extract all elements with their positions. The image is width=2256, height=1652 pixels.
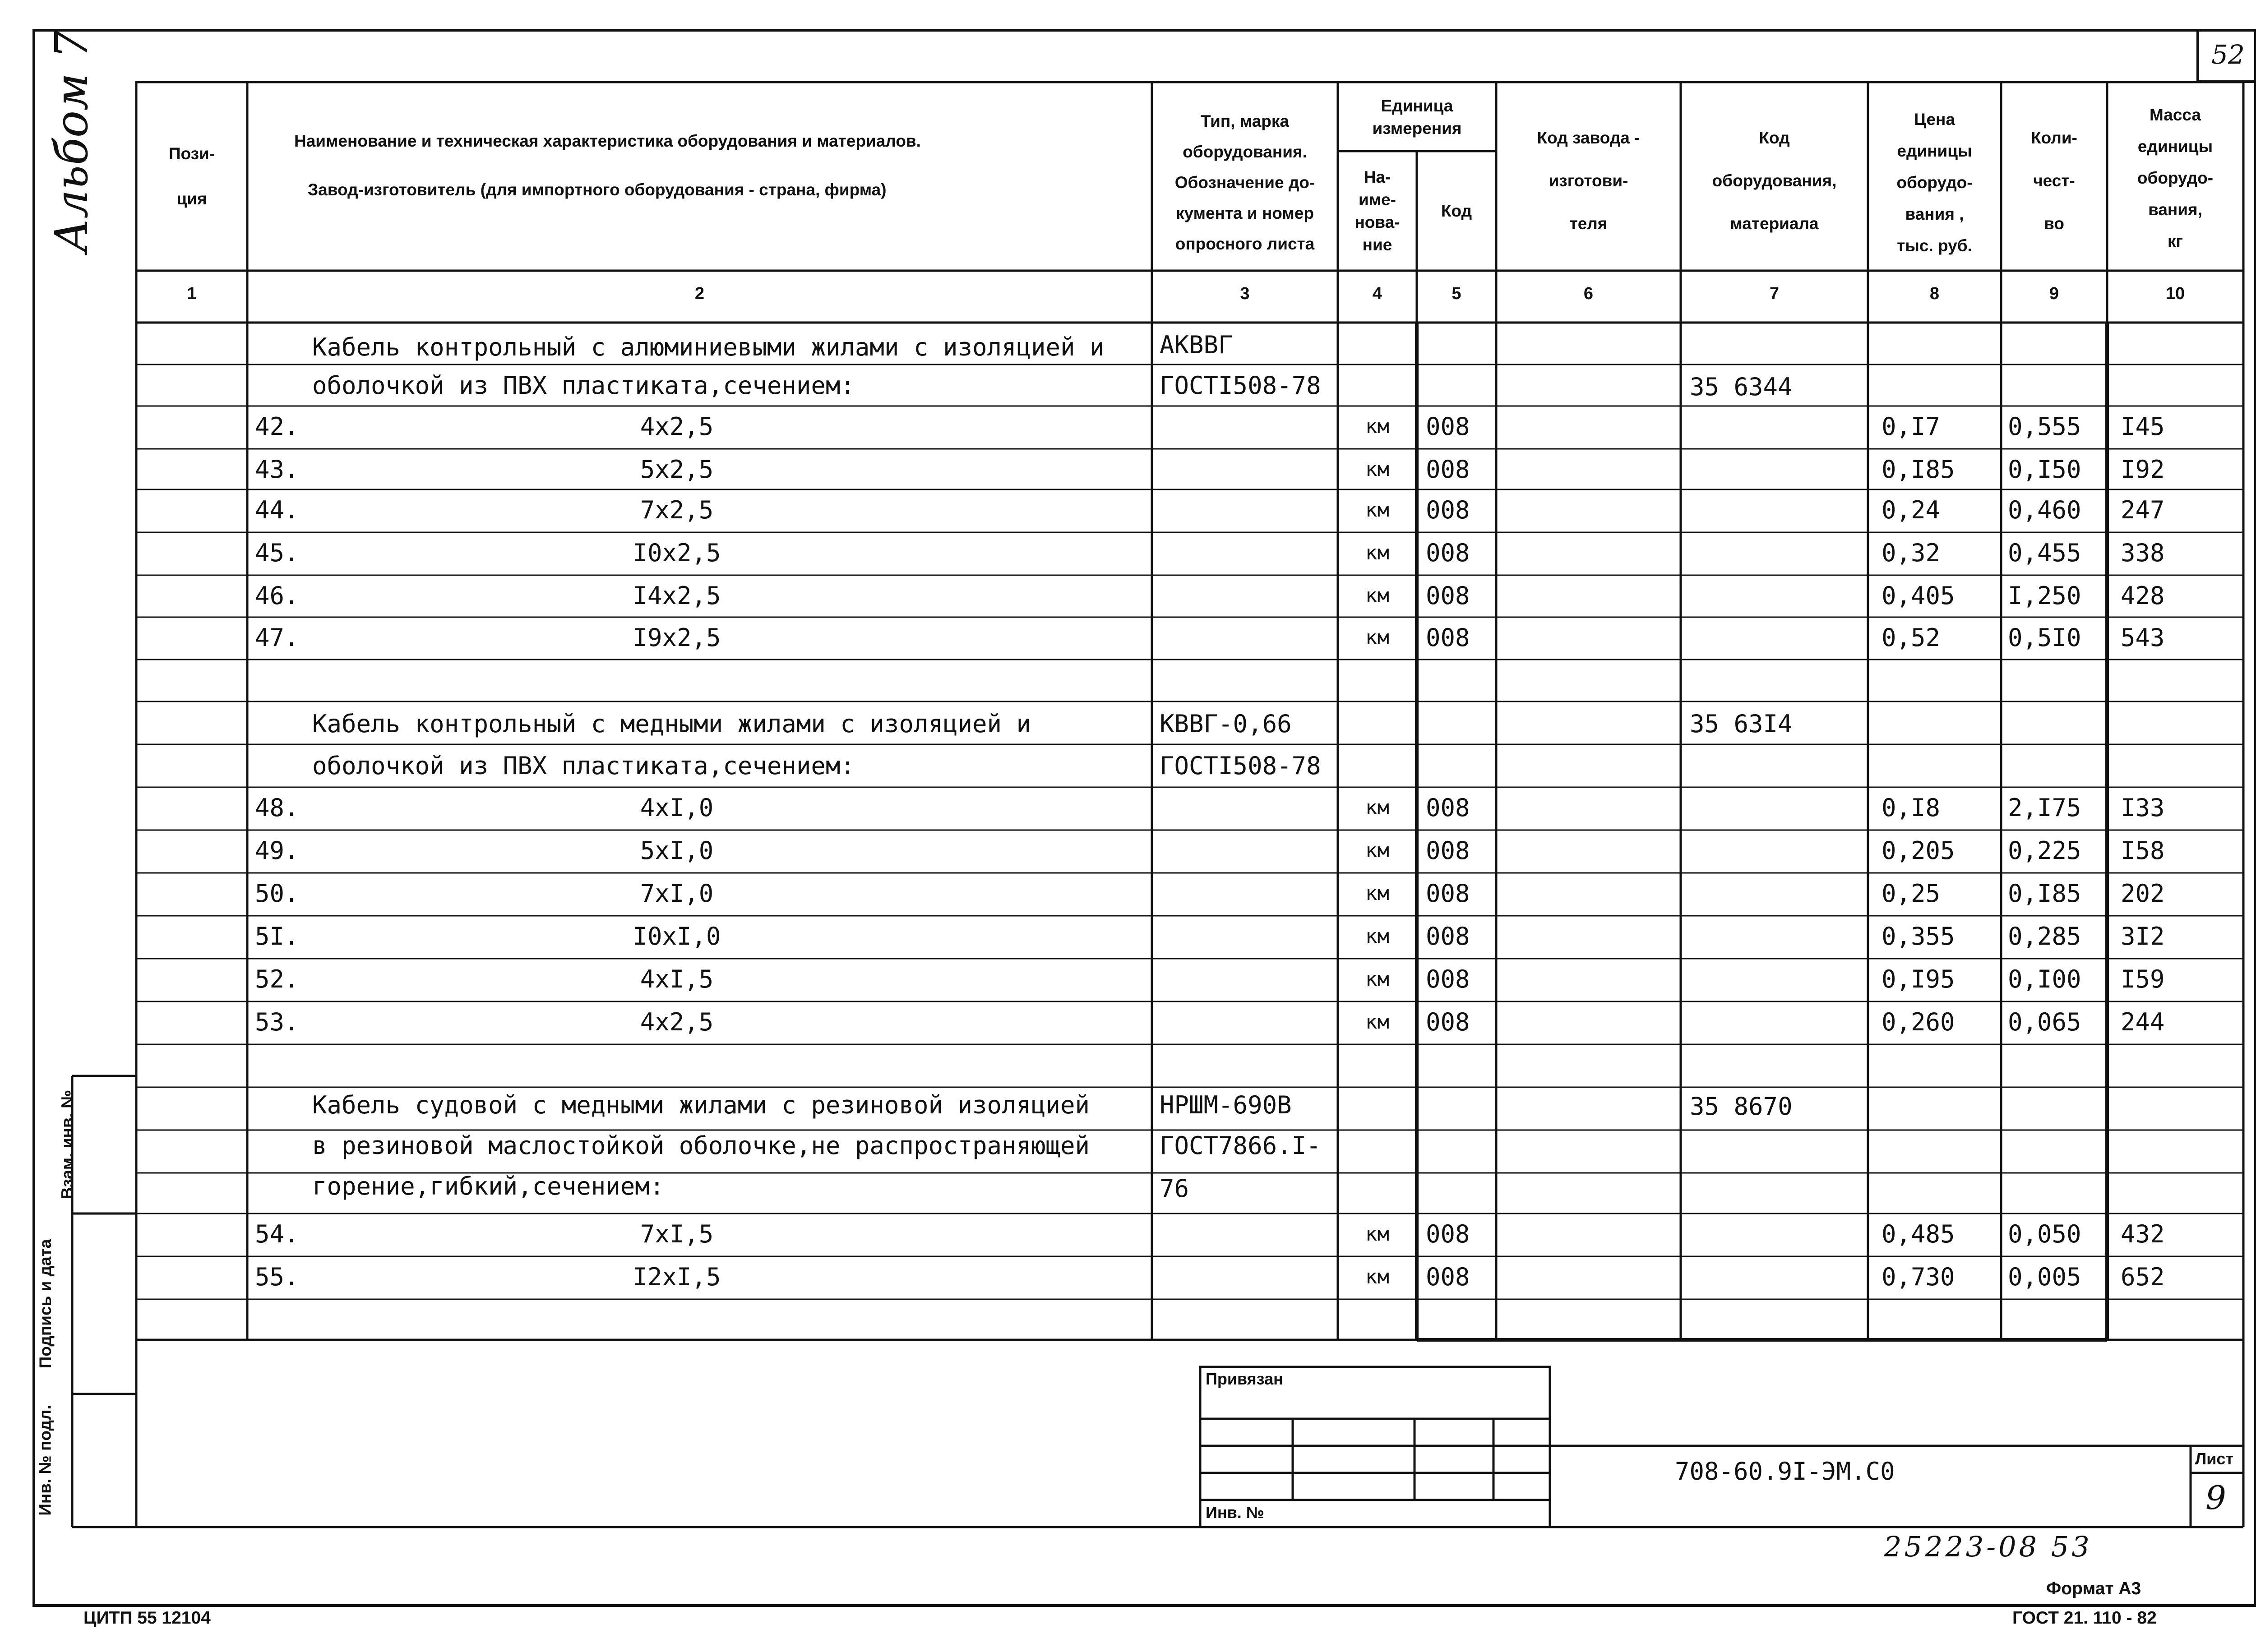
cell-unit: км [1365, 458, 1389, 481]
group-description-line: Кабель контрольный с медными жилами с изоляцией и [312, 710, 1031, 738]
header-col6-line: изготови- [1549, 171, 1628, 190]
group-material-code: 35 8670 [1690, 1092, 1793, 1121]
group-type-line: КВВГ-0,66 [1160, 710, 1292, 738]
header-col7-line: оборудования, [1712, 171, 1837, 190]
header-col4 [1338, 156, 1417, 266]
header-col7-line: Код [1759, 128, 1790, 147]
cell-ucode: 008 [1426, 1220, 1470, 1248]
cell-unit: км [1365, 415, 1389, 438]
cell-section: 4x2,5 [640, 1008, 714, 1036]
cell-price: 0,25 [1882, 879, 1941, 908]
cell-unit: км [1365, 839, 1389, 862]
group-description-line: в резиновой маслостойкой оболочке,не распространяющей [312, 1131, 1090, 1160]
cell-qty: 0,5I0 [2008, 623, 2081, 652]
cell-mass: 247 [2121, 496, 2165, 524]
side-label-podpis-data: Подпись и дата [36, 1239, 55, 1369]
cell-mass: 202 [2121, 879, 2165, 908]
colnum-10: 10 [2165, 284, 2185, 303]
header-col6-line: Код завода - [1537, 128, 1640, 147]
colnum-3: 3 [1240, 284, 1250, 303]
cell-ucode: 008 [1426, 581, 1470, 610]
cell-qty: 0,555 [2008, 412, 2081, 441]
header-col4-line: ние [1362, 235, 1392, 254]
cell-mass: I59 [2121, 965, 2165, 993]
group-material-code: 35 63I4 [1690, 710, 1793, 738]
cell-mass: 428 [2121, 581, 2165, 610]
cell-section: 5x2,5 [640, 455, 714, 484]
handwritten-number: 25223-08 53 [1884, 1530, 2092, 1563]
cell-unit: км [1365, 498, 1389, 521]
cell-unit: км [1365, 796, 1389, 819]
cell-qty: 0,460 [2008, 496, 2081, 524]
album-label: Альбом 7 [45, 30, 98, 253]
cell-mass: I58 [2121, 836, 2165, 865]
cell-pos: 49. [255, 836, 299, 865]
cell-price: 0,I8 [1882, 794, 1941, 822]
cell-section: I2xI,5 [633, 1263, 721, 1291]
cell-price: 0,485 [1882, 1220, 1955, 1248]
header-col5: Код [1441, 201, 1472, 220]
header-col8-line: оборудо- [1896, 173, 1973, 192]
cell-qty: 0,I85 [2008, 879, 2081, 908]
header-col9-line: Коли- [2031, 128, 2077, 147]
cell-price: 0,24 [1882, 496, 1941, 524]
group-type-line: ГОСТI508-78 [1160, 752, 1321, 780]
stamp-privyazan: Привязан [1206, 1370, 1283, 1388]
group-type-line: 76 [1160, 1174, 1189, 1203]
header-col3-line: кумента и номер [1176, 204, 1314, 222]
footer-left-code: ЦИТП 55 12104 [83, 1608, 211, 1628]
cell-price: 0,52 [1882, 623, 1941, 652]
cell-section: 4xI,0 [640, 794, 714, 822]
cell-price: 0,355 [1882, 922, 1955, 951]
cell-unit: км [1365, 882, 1389, 905]
side-label-inv-podl: Инв. № подл. [36, 1405, 55, 1516]
cell-price: 0,I7 [1882, 412, 1941, 441]
cell-qty: 0,065 [2008, 1008, 2081, 1036]
header-col3-line: оборудования. [1183, 143, 1307, 161]
stamp-document-code: 708-60.9I-ЭМ.С0 [1675, 1457, 1895, 1486]
header-col8-line: единицы [1897, 142, 1972, 160]
cell-unit: км [1365, 925, 1389, 948]
cell-unit: км [1365, 1265, 1389, 1288]
colnum-6: 6 [1583, 284, 1594, 303]
cell-price: 0,260 [1882, 1008, 1955, 1036]
cell-section: 7x2,5 [640, 496, 714, 524]
cell-pos: 47. [255, 623, 299, 652]
group-type-line: НРШМ-690В [1160, 1091, 1292, 1119]
cell-ucode: 008 [1426, 412, 1470, 441]
header-col10 [2107, 90, 2243, 266]
cell-ucode: 008 [1426, 539, 1470, 567]
stamp-inv-no: Инв. № [1206, 1503, 1264, 1522]
cell-ucode: 008 [1426, 496, 1470, 524]
header-col10-line: оборудо- [2137, 169, 2214, 187]
cell-pos: 43. [255, 455, 299, 484]
sheet-number: 52 [2196, 29, 2256, 83]
cell-qty: I,250 [2008, 581, 2081, 610]
cell-unit: км [1365, 626, 1389, 649]
group-type-line: ГОСТ7866.I- [1160, 1131, 1321, 1160]
cell-price: 0,I95 [1882, 965, 1955, 993]
header-col3-line: опросного листа [1175, 235, 1315, 253]
colnum-9: 9 [2049, 284, 2059, 303]
cell-price: 0,I85 [1882, 455, 1955, 484]
cell-mass: 338 [2121, 539, 2165, 567]
side-label-vzam-inv: Взам. инв. № [58, 1089, 77, 1200]
cell-section: I0x2,5 [633, 539, 721, 567]
cell-unit: км [1365, 1011, 1389, 1034]
group-description-line: горение,гибкий,сечением: [312, 1172, 665, 1200]
header-col8-line: Цена [1914, 110, 1955, 129]
header-col10-line: вания, [2148, 200, 2202, 219]
stamp-list-label: Лист [2195, 1449, 2234, 1468]
cell-pos: 44. [255, 496, 299, 524]
colnum-7: 7 [1769, 284, 1780, 303]
cell-unit: км [1365, 584, 1389, 607]
cell-ucode: 008 [1426, 965, 1470, 993]
footer-gost: ГОСТ 21. 110 - 82 [2012, 1608, 2157, 1628]
header-col1-line2: ция [176, 189, 207, 208]
cell-pos: 52. [255, 965, 299, 993]
cell-mass: 3I2 [2121, 922, 2165, 951]
cell-ucode: 008 [1426, 879, 1470, 908]
cell-section: 7xI,0 [640, 879, 714, 908]
cell-section: 7xI,5 [640, 1220, 714, 1248]
header-col8-line: тыс. руб. [1897, 236, 1972, 255]
header-col7 [1681, 104, 1868, 257]
cell-price: 0,32 [1882, 539, 1941, 567]
cell-unit: км [1365, 541, 1389, 564]
header-col1 [136, 82, 247, 271]
cell-ucode: 008 [1426, 794, 1470, 822]
header-col3 [1152, 99, 1338, 266]
cell-qty: 0,455 [2008, 539, 2081, 567]
cell-pos: 50. [255, 879, 299, 908]
header-col10-line: единицы [2137, 137, 2213, 156]
cell-section: I4x2,5 [633, 581, 721, 610]
cell-ucode: 008 [1426, 455, 1470, 484]
header-col8-line: вания , [1905, 205, 1964, 223]
cell-price: 0,405 [1882, 581, 1955, 610]
header-col6 [1496, 104, 1681, 257]
header-col8 [1868, 99, 2001, 266]
cell-price: 0,730 [1882, 1263, 1955, 1291]
cell-section: 4xI,5 [640, 965, 714, 993]
header-col6-line: теля [1569, 214, 1608, 233]
cell-pos: 42. [255, 412, 299, 441]
colnum-5: 5 [1452, 284, 1461, 303]
format-label: Формат А3 [2046, 1579, 2141, 1598]
cell-ucode: 008 [1426, 922, 1470, 951]
header-col3-line: Тип, марка [1200, 112, 1289, 130]
cell-mass: I92 [2121, 455, 2165, 484]
header-unit-line: Единица [1381, 97, 1453, 115]
cell-qty: 0,225 [2008, 836, 2081, 865]
cell-unit: км [1365, 968, 1389, 991]
cell-ucode: 008 [1426, 1008, 1470, 1036]
cell-qty: 0,I00 [2008, 965, 2081, 993]
cell-mass: 652 [2121, 1263, 2165, 1291]
header-col4-line: име- [1358, 190, 1396, 209]
cell-mass: 543 [2121, 623, 2165, 652]
cell-mass: I33 [2121, 794, 2165, 822]
cell-qty: 2,I75 [2008, 794, 2081, 822]
header-col10-line: кг [2168, 232, 2183, 250]
cell-pos: 45. [255, 539, 299, 567]
header-col4-line: нова- [1355, 212, 1400, 231]
cell-qty: 0,005 [2008, 1263, 2081, 1291]
cell-qty: 0,050 [2008, 1220, 2081, 1248]
cell-ucode: 008 [1426, 836, 1470, 865]
cell-qty: 0,285 [2008, 922, 2081, 951]
cell-pos: 53. [255, 1008, 299, 1036]
header-col2-line2: Завод-изготовитель (для импортного оборудования - страна, фирма) [308, 180, 887, 199]
cell-section: 4x2,5 [640, 412, 714, 441]
group-description-line: Кабель судовой с медными жилами с резиновой изоляцией [312, 1091, 1090, 1119]
cell-section: I0xI,0 [633, 922, 721, 951]
cell-qty: 0,I50 [2008, 455, 2081, 484]
stamp-list-value: 9 [2205, 1479, 2229, 1517]
header-unit-line: измерения [1372, 119, 1462, 138]
cell-section: 5xI,0 [640, 836, 714, 865]
cell-pos: 46. [255, 581, 299, 610]
cell-pos: 5I. [255, 922, 299, 951]
header-col10-line: Масса [2149, 106, 2201, 124]
cell-unit: км [1365, 1223, 1389, 1246]
group-description-line: оболочкой из ПВХ пластиката,сечением: [312, 752, 855, 780]
cell-ucode: 008 [1426, 1263, 1470, 1291]
header-col9 [2001, 104, 2107, 257]
colnum-2: 2 [694, 284, 705, 303]
cell-mass: I45 [2121, 412, 2165, 441]
group-description-line: оболочкой из ПВХ пластиката,сечением: [312, 371, 855, 400]
header-unit-group [1338, 86, 1496, 149]
cell-pos: 55. [255, 1263, 299, 1291]
group-description-line: Кабель контрольный с алюминиевыми жилами с изоляцией и [312, 333, 1105, 361]
colnum-4: 4 [1372, 284, 1382, 303]
header-col3-line: Обозначение до- [1174, 173, 1315, 192]
cell-mass: 244 [2121, 1008, 2165, 1036]
header-col9-line: чест- [2033, 171, 2075, 190]
cell-section: I9x2,5 [633, 623, 721, 652]
header-col2-line1: Наименование и техническая характеристика оборудования и материалов. [294, 132, 921, 150]
cell-price: 0,205 [1882, 836, 1955, 865]
colnum-8: 8 [1929, 284, 1940, 303]
group-type-line: АКВВГ [1160, 331, 1233, 359]
header-col4-line: На- [1364, 167, 1391, 186]
cell-mass: 432 [2121, 1220, 2165, 1248]
header-col7-line: материала [1730, 214, 1819, 233]
cell-ucode: 008 [1426, 623, 1470, 652]
cell-pos: 54. [255, 1220, 299, 1248]
cell-pos: 48. [255, 794, 299, 822]
group-type-line: ГОСТI508-78 [1160, 371, 1321, 400]
colnum-1: 1 [187, 284, 197, 303]
header-col1-line1: Пози- [168, 144, 215, 163]
header-col9-line: во [2044, 214, 2064, 233]
group-material-code: 35 6344 [1690, 373, 1793, 401]
